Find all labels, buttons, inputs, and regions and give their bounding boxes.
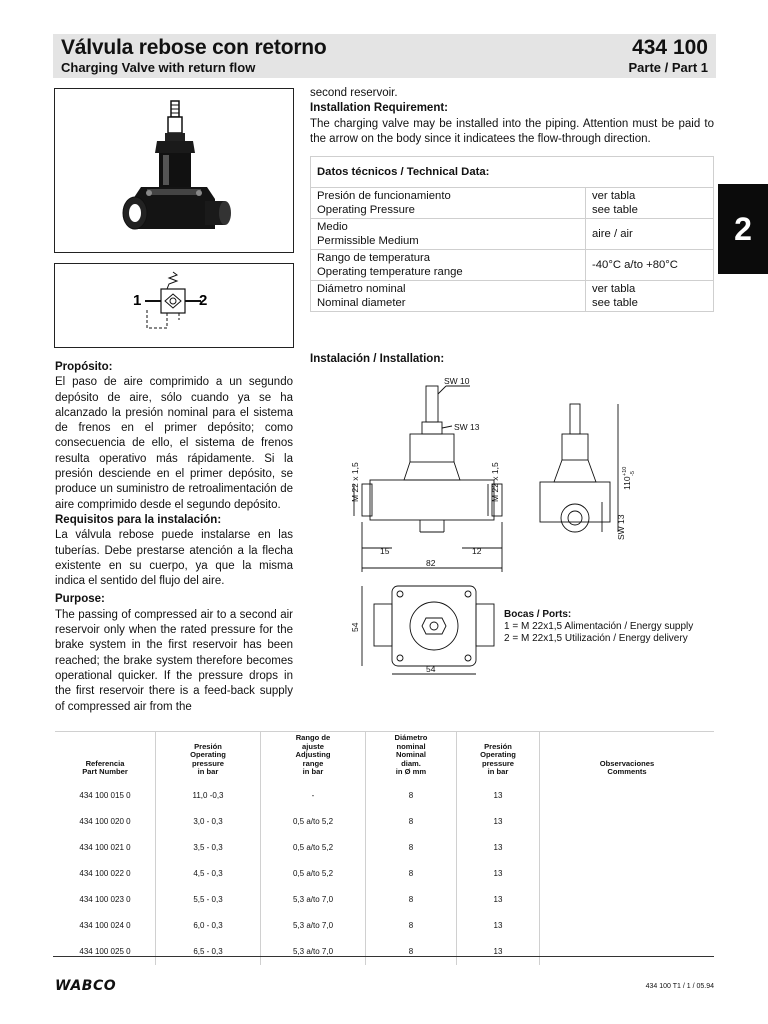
install-req-body: The charging valve may be installed into the piping. Attention must be paid to the arrow on the body since it indicatees the flow-through direction. — [310, 117, 714, 145]
tech-value: ver tabla — [592, 190, 636, 202]
cell-pressure: 3,5 - 0,3 — [156, 835, 261, 861]
dim-110: 110 — [622, 476, 632, 490]
table-row — [55, 939, 714, 965]
tech-label-en: Nominal diameter — [317, 297, 406, 309]
dim-m22-left: M 22 x 1,5 — [350, 462, 360, 502]
port-1-label: 1 — [133, 292, 142, 309]
tech-label-en: Operating temperature range — [317, 266, 463, 278]
table-row — [311, 219, 714, 250]
col-header-comments: Observaciones Comments — [540, 732, 715, 783]
installation-requirement-en — [310, 86, 714, 147]
ports-heading: Bocas / Ports: — [504, 609, 572, 620]
page-header — [53, 34, 716, 78]
tech-label-es: Presión de funcionamiento — [317, 190, 451, 202]
part-label: Parte / Part 1 — [628, 60, 708, 75]
cell-pressure: 4,5 - 0,3 — [156, 861, 261, 887]
cell-pressure-2: 13 — [457, 887, 540, 913]
col-header-reference: Referencia Part Number — [82, 758, 128, 776]
port-2-desc: 2 = M 22x1,5 Utilización / Energy delivery — [504, 633, 688, 644]
cell-pressure-2: 13 — [457, 939, 540, 965]
proposito-heading: Propósito: — [55, 361, 113, 373]
cell-pressure: 5,5 - 0,3 — [156, 887, 261, 913]
col-header-diameter: Diámetro nominal Nominal diam. in Ø mm — [366, 732, 457, 783]
col-header-range: Rango de ajuste Adjusting range in bar — [261, 732, 366, 783]
cell-diameter: 8 — [366, 783, 457, 809]
cell-diameter: 8 — [366, 939, 457, 965]
cell-reference: 434 100 025 0 — [79, 947, 131, 956]
requisitos-body: La válvula rebose puede instalarse en las tuberías. Debe prestarse atención a la flecha existente en su cuerpo, ya que la misma indica el sentido del flujo del aire. — [55, 529, 293, 588]
brand-logo: WABCO — [55, 978, 117, 994]
continuation-text: second reservoir. — [310, 87, 398, 99]
document-reference: 434 100 T1 / 1 / 05.94 — [645, 983, 714, 990]
ports-legend — [504, 609, 693, 645]
purpose-heading: Purpose: — [55, 593, 105, 606]
requisitos-heading: Requisitos para la instalación: — [55, 513, 222, 526]
dim-54-horizontal: 54 — [426, 664, 436, 674]
cell-range: 0,5 a/to 5,2 — [261, 861, 366, 887]
dim-54-vertical: 54 — [350, 622, 360, 632]
cell-range: 0,5 a/to 5,2 — [261, 809, 366, 835]
port-2-label: 2 — [199, 292, 208, 309]
cell-reference: 434 100 023 0 — [79, 895, 131, 904]
tech-label-es: Medio — [317, 221, 348, 233]
tech-value-alt: see table — [592, 204, 638, 216]
cell-reference: 434 100 015 0 — [79, 791, 131, 800]
title-spanish: Válvula rebose con retorno — [61, 36, 327, 59]
section-tab: 2 — [718, 184, 768, 274]
valve-illustration — [55, 89, 293, 252]
cell-pressure: 11,0 -0,3 — [156, 783, 261, 809]
title-english: Charging Valve with return flow — [61, 60, 256, 75]
col-header-pressure: Presión Operating pressure in bar — [156, 732, 261, 783]
pneumatic-symbol — [55, 264, 293, 347]
dim-110-tol-bot: -5 — [630, 471, 636, 476]
cell-comments — [540, 835, 715, 861]
col-header-pressure-2: Presión Operating pressure in bar — [457, 732, 540, 783]
dim-sw13-side: SW 13 — [616, 514, 626, 540]
table-row — [55, 809, 714, 835]
tech-value: ver tabla — [592, 283, 636, 295]
installation-heading: Instalación / Installation: — [310, 353, 445, 365]
table-row — [311, 281, 714, 312]
cell-pressure: 3,0 - 0,3 — [156, 809, 261, 835]
table-row — [55, 835, 714, 861]
cell-diameter: 8 — [366, 913, 457, 939]
dim-sw10: SW 10 — [444, 376, 470, 386]
cell-pressure-2: 13 — [457, 783, 540, 809]
cell-diameter: 8 — [366, 809, 457, 835]
table-row — [55, 887, 714, 913]
left-description — [55, 360, 293, 715]
dim-15: 15 — [380, 546, 390, 556]
cell-comments — [540, 783, 715, 809]
tech-data-heading: Datos técnicos / Technical Data: — [311, 157, 714, 188]
cell-diameter: 8 — [366, 835, 457, 861]
cell-range: 5,3 a/to 7,0 — [261, 887, 366, 913]
tech-label-en: Permissible Medium — [317, 235, 419, 247]
cell-pressure: 6,0 - 0,3 — [156, 913, 261, 939]
cell-pressure-2: 13 — [457, 913, 540, 939]
tech-label-es: Rango de temperatura — [317, 252, 431, 264]
cell-range: 0,5 a/to 5,2 — [261, 835, 366, 861]
table-row — [55, 861, 714, 887]
cell-comments — [540, 913, 715, 939]
cell-pressure: 6,5 - 0,3 — [156, 939, 261, 965]
cell-comments — [540, 887, 715, 913]
cell-reference: 434 100 020 0 — [79, 817, 131, 826]
table-row — [311, 250, 714, 281]
cell-range: 5,3 a/to 7,0 — [261, 939, 366, 965]
cell-reference: 434 100 024 0 — [79, 921, 131, 930]
cell-pressure-2: 13 — [457, 835, 540, 861]
symbol-box — [54, 263, 294, 348]
tech-value: aire / air — [592, 228, 633, 240]
tech-label-es: Diámetro nominal — [317, 283, 406, 295]
purpose-body: The passing of compressed air to a second air reservoir only when the rated pressure for the brake system in the first reservoir has been reached; the brake system therefore becomes operational quicker. If the pressure drops in the first reservoir there is a feed-back supply of compressed air from the — [55, 608, 293, 713]
table-row — [311, 188, 714, 219]
technical-data-table — [310, 156, 714, 312]
cell-diameter: 8 — [366, 887, 457, 913]
cell-comments — [540, 809, 715, 835]
product-image-box — [54, 88, 294, 253]
cell-reference: 434 100 021 0 — [79, 843, 131, 852]
dim-82: 82 — [426, 558, 436, 568]
cell-pressure-2: 13 — [457, 861, 540, 887]
table-row — [55, 783, 714, 809]
proposito-body: El paso de aire comprimido a un segundo depósito de aire, sólo cuando ya se ha alcanzado la presión nominal para el sistema de frenos en el primer depósito; como consecuencia de ello, el sistema de frenos resulta operativo más rápidamente. Si la presión desciende en el primer depósito, se produce un suministro de retroalimentación de aire comprimido desde el segundo depósito. — [55, 376, 293, 511]
cell-comments — [540, 939, 715, 965]
dim-110-tol-top: +10 — [622, 466, 628, 476]
cell-reference: 434 100 022 0 — [79, 869, 131, 878]
footer-divider — [53, 956, 714, 957]
cell-range: 5,3 a/to 7,0 — [261, 913, 366, 939]
port-1-desc: 1 = M 22x1,5 Alimentación / Energy supply — [504, 621, 694, 632]
cell-pressure-2: 13 — [457, 809, 540, 835]
parts-table — [55, 731, 714, 965]
dim-m22-right: M 22 x 1,5 — [490, 462, 500, 502]
table-row — [55, 913, 714, 939]
tech-label-en: Operating Pressure — [317, 204, 415, 216]
product-number: 434 100 — [632, 36, 708, 59]
cell-diameter: 8 — [366, 861, 457, 887]
dim-12: 12 — [472, 546, 482, 556]
tech-value-alt: see table — [592, 297, 638, 309]
tech-value: -40°C a/to +80°C — [592, 259, 678, 271]
cell-range: - — [261, 783, 366, 809]
dim-sw13-front: SW 13 — [454, 422, 480, 432]
install-req-heading: Installation Requirement: — [310, 102, 449, 115]
cell-comments — [540, 861, 715, 887]
